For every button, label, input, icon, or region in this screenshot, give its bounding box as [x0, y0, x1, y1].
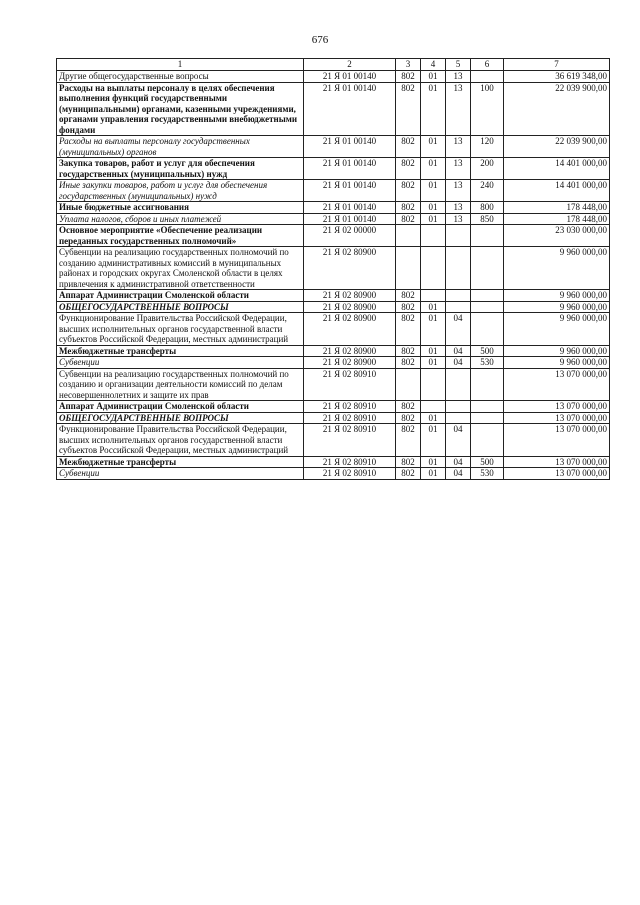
table-cell-code: 21 Я 02 80900 — [304, 290, 396, 302]
table-row — [57, 180, 610, 202]
table-cell-sum: 22 039 900,00 — [504, 136, 610, 158]
table-cell-gr: 802 — [396, 82, 421, 136]
table-row — [57, 82, 610, 136]
table-cell-vr: 500 — [471, 456, 504, 468]
table-cell-code: 21 Я 02 00000 — [304, 225, 396, 247]
table-cell-name: Основное мероприятие «Обеспечение реализации переданных государственных полномочий» — [57, 225, 304, 247]
table-cell-rz: 01 — [421, 180, 446, 202]
table-cell-pr — [446, 290, 471, 302]
table-cell-pr: 04 — [446, 424, 471, 457]
table-cell-pr — [446, 225, 471, 247]
column-header: 2 — [304, 59, 396, 71]
table-cell-name: Субвенции — [57, 468, 304, 480]
table-cell-sum: 22 039 900,00 — [504, 82, 610, 136]
table-cell-name: Субвенции на реализацию государственных полномочий по созданию и организации деятельности комиссий по делам несовершеннолетних и защите их прав — [57, 368, 304, 401]
column-header: 6 — [471, 59, 504, 71]
table-row — [57, 456, 610, 468]
table-row — [57, 412, 610, 424]
budget-table — [56, 58, 610, 480]
table-row — [57, 313, 610, 346]
table-cell-pr: 13 — [446, 71, 471, 83]
table-cell-gr — [396, 368, 421, 401]
table-cell-vr — [471, 290, 504, 302]
table-cell-code: 21 Я 02 80900 — [304, 345, 396, 357]
table-cell-code: 21 Я 02 80910 — [304, 401, 396, 413]
table-cell-vr: 120 — [471, 136, 504, 158]
table-cell-name: Аппарат Администрации Смоленской области — [57, 290, 304, 302]
table-cell-rz: 01 — [421, 345, 446, 357]
table-cell-rz: 01 — [421, 301, 446, 313]
table-cell-sum: 9 960 000,00 — [504, 290, 610, 302]
table-cell-vr: 100 — [471, 82, 504, 136]
table-cell-vr — [471, 247, 504, 290]
table-cell-gr: 802 — [396, 158, 421, 180]
table-cell-name: Субвенции — [57, 357, 304, 369]
table-cell-rz — [421, 368, 446, 401]
table-cell-sum: 13 070 000,00 — [504, 401, 610, 413]
table-cell-gr: 802 — [396, 213, 421, 225]
table-row — [57, 345, 610, 357]
table-cell-sum: 178 448,00 — [504, 202, 610, 214]
table-cell-vr: 200 — [471, 158, 504, 180]
table-cell-gr: 802 — [396, 468, 421, 480]
table-cell-gr: 802 — [396, 301, 421, 313]
table-cell-gr: 802 — [396, 180, 421, 202]
table-cell-pr: 04 — [446, 468, 471, 480]
table-cell-rz: 01 — [421, 136, 446, 158]
table-cell-code: 21 Я 02 80910 — [304, 456, 396, 468]
table-cell-pr: 04 — [446, 357, 471, 369]
table-cell-vr — [471, 412, 504, 424]
table-cell-pr — [446, 412, 471, 424]
table-cell-code: 21 Я 01 00140 — [304, 180, 396, 202]
table-cell-vr — [471, 71, 504, 83]
table-cell-pr: 04 — [446, 345, 471, 357]
table-header-row — [57, 59, 610, 71]
table-row — [57, 247, 610, 290]
table-row — [57, 401, 610, 413]
table-cell-gr: 802 — [396, 412, 421, 424]
table-cell-name: Закупка товаров, работ и услуг для обеспечения государственных (муниципальных) нужд — [57, 158, 304, 180]
table-cell-pr: 13 — [446, 180, 471, 202]
table-cell-rz: 01 — [421, 158, 446, 180]
table-cell-rz — [421, 225, 446, 247]
table-cell-rz: 01 — [421, 213, 446, 225]
table-cell-vr: 530 — [471, 357, 504, 369]
table-cell-code: 21 Я 02 80910 — [304, 368, 396, 401]
table-cell-name: Уплата налогов, сборов и иных платежей — [57, 213, 304, 225]
table-cell-vr: 240 — [471, 180, 504, 202]
table-cell-name: Аппарат Администрации Смоленской области — [57, 401, 304, 413]
table-cell-code: 21 Я 02 80910 — [304, 424, 396, 457]
table-cell-gr — [396, 225, 421, 247]
table-cell-code: 21 Я 02 80910 — [304, 412, 396, 424]
table-cell-vr — [471, 401, 504, 413]
table-cell-sum: 13 070 000,00 — [504, 368, 610, 401]
table-cell-rz: 01 — [421, 412, 446, 424]
table-cell-name: Другие общегосударственные вопросы — [57, 71, 304, 83]
table-cell-name: Расходы на выплаты персоналу государственных (муниципальных) органов — [57, 136, 304, 158]
table-cell-code: 21 Я 02 80910 — [304, 468, 396, 480]
table-cell-rz — [421, 401, 446, 413]
table-cell-code: 21 Я 02 80900 — [304, 313, 396, 346]
table-row — [57, 290, 610, 302]
table-row — [57, 158, 610, 180]
table-cell-name: Иные закупки товаров, работ и услуг для обеспечения государственных (муниципальных) нужд — [57, 180, 304, 202]
table-row — [57, 225, 610, 247]
table-cell-gr: 802 — [396, 71, 421, 83]
table-row — [57, 71, 610, 83]
table-cell-sum: 9 960 000,00 — [504, 313, 610, 346]
table-cell-code: 21 Я 02 80900 — [304, 301, 396, 313]
table-cell-pr: 04 — [446, 313, 471, 346]
table-cell-sum: 9 960 000,00 — [504, 247, 610, 290]
table-cell-code: 21 Я 01 00140 — [304, 71, 396, 83]
table-row — [57, 424, 610, 457]
table-cell-vr: 530 — [471, 468, 504, 480]
table-cell-name: ОБЩЕГОСУДАРСТВЕННЫЕ ВОПРОСЫ — [57, 301, 304, 313]
table-cell-gr — [396, 247, 421, 290]
table-cell-vr: 850 — [471, 213, 504, 225]
table-cell-code: 21 Я 01 00140 — [304, 202, 396, 214]
table-body — [57, 59, 610, 480]
table-cell-pr — [446, 301, 471, 313]
table-cell-sum: 13 070 000,00 — [504, 424, 610, 457]
table-cell-rz: 01 — [421, 424, 446, 457]
table-cell-rz: 01 — [421, 357, 446, 369]
table-cell-pr: 13 — [446, 82, 471, 136]
column-header: 4 — [421, 59, 446, 71]
table-cell-vr — [471, 368, 504, 401]
table-cell-code: 21 Я 01 00140 — [304, 136, 396, 158]
table-cell-code: 21 Я 02 80900 — [304, 247, 396, 290]
table-cell-sum: 9 960 000,00 — [504, 345, 610, 357]
table-cell-pr: 13 — [446, 213, 471, 225]
table-cell-pr: 04 — [446, 456, 471, 468]
table-cell-sum: 178 448,00 — [504, 213, 610, 225]
table-cell-gr: 802 — [396, 202, 421, 214]
table-cell-rz: 01 — [421, 202, 446, 214]
table-cell-rz: 01 — [421, 71, 446, 83]
table-cell-pr: 13 — [446, 158, 471, 180]
table-cell-code: 21 Я 02 80900 — [304, 357, 396, 369]
table-cell-name: Иные бюджетные ассигнования — [57, 202, 304, 214]
table-cell-gr: 802 — [396, 401, 421, 413]
table-cell-code: 21 Я 01 00140 — [304, 158, 396, 180]
column-header: 3 — [396, 59, 421, 71]
table-cell-pr: 13 — [446, 202, 471, 214]
table-cell-vr — [471, 313, 504, 346]
table-cell-rz — [421, 247, 446, 290]
table-cell-gr: 802 — [396, 424, 421, 457]
column-header: 7 — [504, 59, 610, 71]
table-row — [57, 368, 610, 401]
table-row — [57, 213, 610, 225]
table-row — [57, 357, 610, 369]
table-cell-name: Функционирование Правительства Российской Федерации, высших исполнительных органов государственной власти субъектов Российской Федерации, местных администраций — [57, 313, 304, 346]
table-cell-name: Межбюджетные трансферты — [57, 456, 304, 468]
table-cell-vr — [471, 301, 504, 313]
table-cell-gr: 802 — [396, 456, 421, 468]
table-cell-name: Расходы на выплаты персоналу в целях обеспечения выполнения функций государственными (муниципальными) органами, казенными учреждениями, органами управления государственными внебюджетными фондами — [57, 82, 304, 136]
table-cell-sum: 13 070 000,00 — [504, 412, 610, 424]
column-header: 5 — [446, 59, 471, 71]
table-cell-name: ОБЩЕГОСУДАРСТВЕННЫЕ ВОПРОСЫ — [57, 412, 304, 424]
page-number: 676 — [311, 34, 329, 46]
table-cell-rz: 01 — [421, 456, 446, 468]
table-cell-vr: 800 — [471, 202, 504, 214]
table-cell-gr: 802 — [396, 290, 421, 302]
table-cell-vr — [471, 424, 504, 457]
table-row — [57, 136, 610, 158]
table-cell-vr: 500 — [471, 345, 504, 357]
table-cell-code: 21 Я 01 00140 — [304, 213, 396, 225]
table-cell-rz: 01 — [421, 82, 446, 136]
table-cell-sum: 14 401 000,00 — [504, 180, 610, 202]
table-cell-rz — [421, 290, 446, 302]
table-cell-sum: 14 401 000,00 — [504, 158, 610, 180]
table-cell-sum: 9 960 000,00 — [504, 301, 610, 313]
table-cell-sum: 23 030 000,00 — [504, 225, 610, 247]
table-cell-rz: 01 — [421, 313, 446, 346]
table-cell-name: Функционирование Правительства Российской Федерации, высших исполнительных органов государственной власти субъектов Российской Федерации, местных администраций — [57, 424, 304, 457]
table-cell-name: Субвенции на реализацию государственных полномочий по созданию административных комиссий в муниципальных районах и городских округах Смоленской области в целях привлечения к административной ответственности — [57, 247, 304, 290]
table-cell-sum: 13 070 000,00 — [504, 468, 610, 480]
table-cell-pr — [446, 247, 471, 290]
table-cell-gr: 802 — [396, 357, 421, 369]
table-cell-rz: 01 — [421, 468, 446, 480]
table-cell-pr: 13 — [446, 136, 471, 158]
table-cell-name: Межбюджетные трансферты — [57, 345, 304, 357]
table-cell-gr: 802 — [396, 136, 421, 158]
table-cell-gr: 802 — [396, 345, 421, 357]
table-cell-pr — [446, 401, 471, 413]
table-cell-sum: 9 960 000,00 — [504, 357, 610, 369]
table-cell-pr — [446, 368, 471, 401]
table-cell-sum: 36 619 348,00 — [504, 71, 610, 83]
table-row — [57, 202, 610, 214]
table-cell-sum: 13 070 000,00 — [504, 456, 610, 468]
table-cell-gr: 802 — [396, 313, 421, 346]
table-row — [57, 468, 610, 480]
table-row — [57, 301, 610, 313]
table-cell-vr — [471, 225, 504, 247]
column-header: 1 — [57, 59, 304, 71]
table-cell-code: 21 Я 01 00140 — [304, 82, 396, 136]
